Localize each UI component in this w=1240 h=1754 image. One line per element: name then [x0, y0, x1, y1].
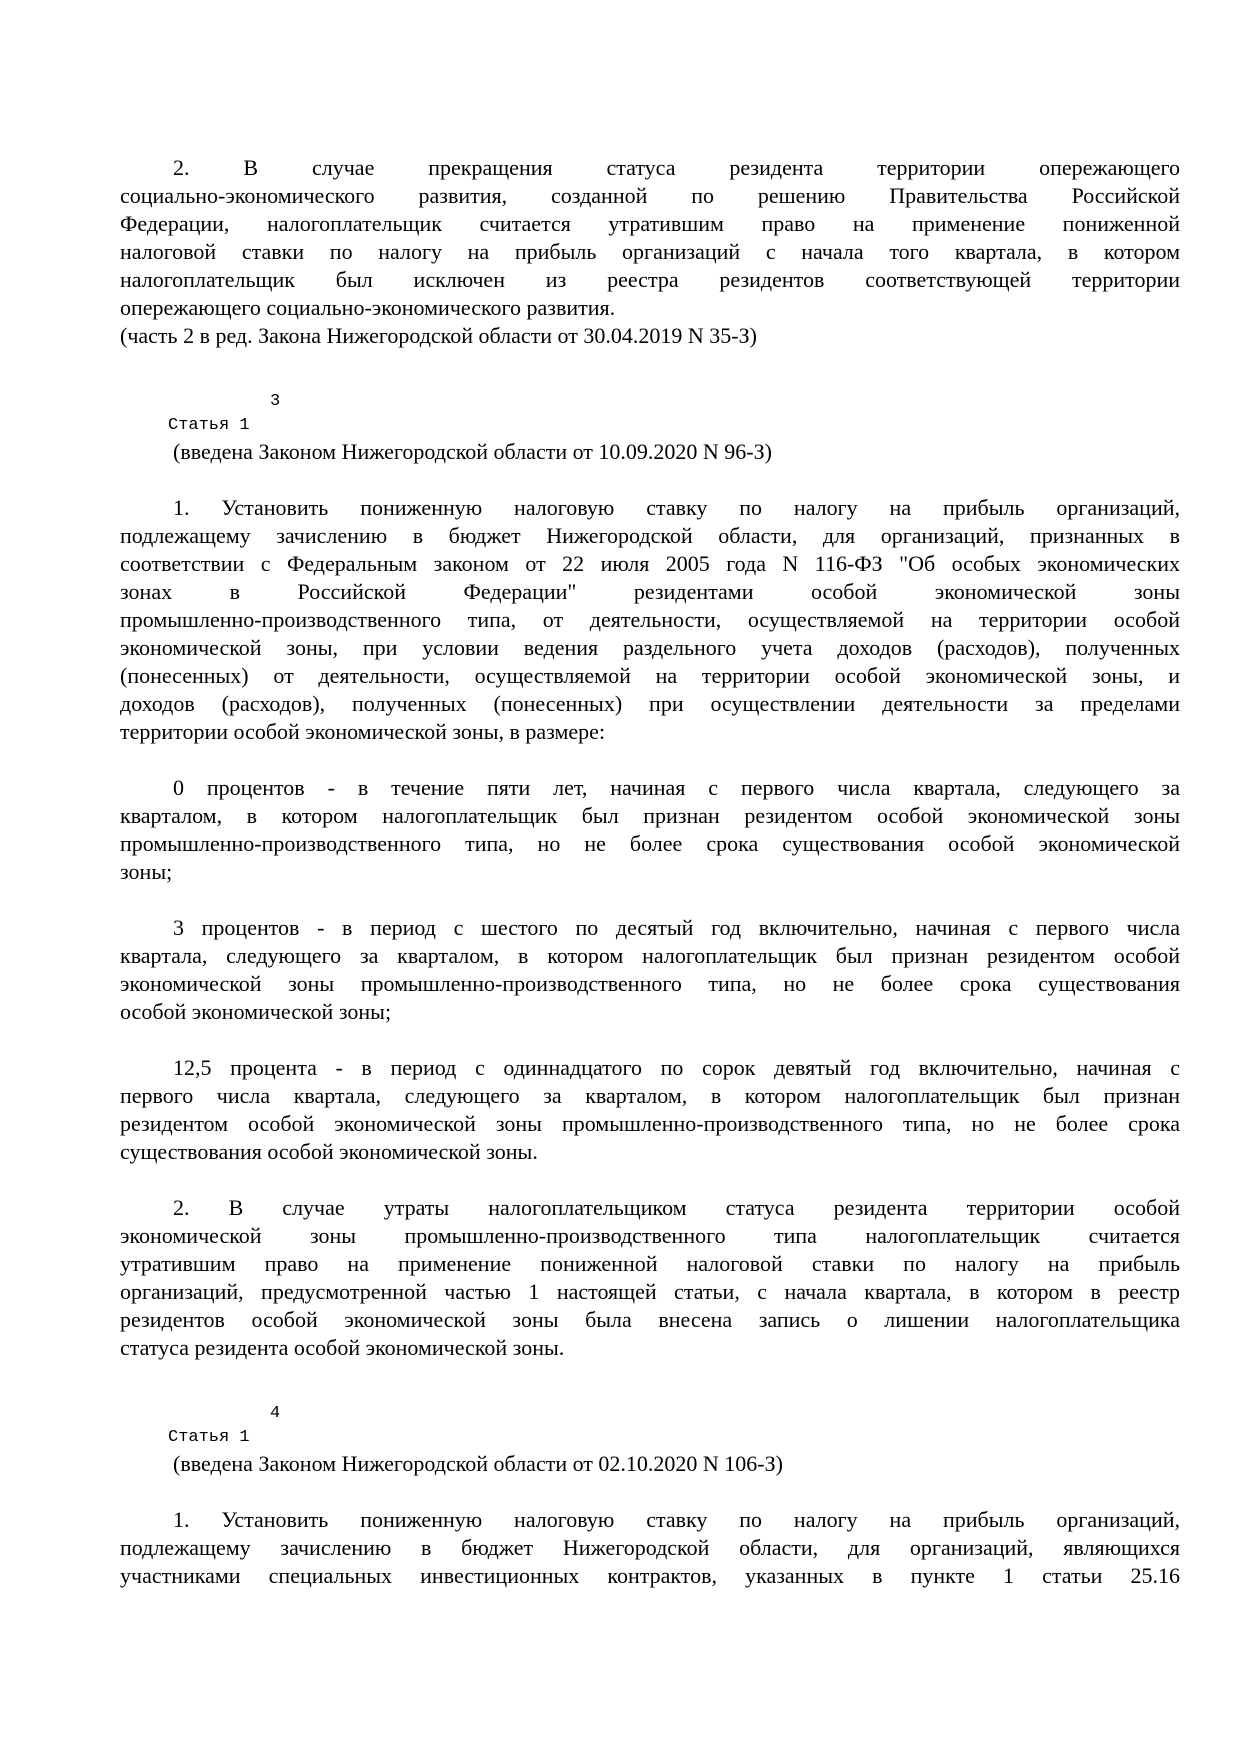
text-line: промышленно-производственного типа, но не более срока существования особой экономической [120, 831, 1180, 856]
text-line: налоговой ставки по налогу на прибыль организаций с начала того квартала, в котором [120, 239, 1180, 264]
text-line: опережающего социально-экономического развития. [120, 295, 616, 320]
article-intro-note: (введена Законом Нижегородской области от 02.10.2020 N 106-З) [173, 1451, 783, 1476]
text-line: (понесенных) от деятельности, осуществляемой на территории особой экономической зоны, и [120, 663, 1180, 688]
paragraph [120, 1194, 1180, 1362]
article-superscript: 3 [270, 392, 281, 411]
text-line: 2. В случае утраты налогоплательщиком статуса резидента территории особой [173, 1195, 1180, 1220]
text-line: подлежащему зачислению в бюджет Нижегородской области, для организаций, признанных в [120, 523, 1180, 548]
paragraph [120, 1506, 1180, 1590]
text-line: резидентов особой экономической зоны была внесена запись о лишении налогоплательщика [120, 1307, 1180, 1332]
text-line: Федерации, налогоплательщик считается утратившим право на применение пониженной [120, 211, 1180, 236]
article-heading: Статья 1 [168, 1428, 250, 1447]
text-line: существования особой экономической зоны. [120, 1139, 538, 1164]
section-gap [120, 1362, 1180, 1382]
section-gap [120, 370, 1180, 390]
text-line: 0 процентов - в течение пяти лет, начиная с первого числа квартала, следующего за [173, 775, 1180, 800]
paragraph-gap [120, 886, 1180, 914]
text-line: промышленно-производственного типа, от деятельности, осуществляемой на территории особой [120, 607, 1180, 632]
text-line: резидентом особой экономической зоны промышленно-производственного типа, но не более срока [120, 1111, 1180, 1136]
section-gap [120, 1382, 1180, 1402]
text-line: кварталом, в котором налогоплательщик был признан резидентом особой экономической зоны [120, 803, 1180, 828]
paragraph [120, 1054, 1180, 1166]
paragraph-gap [120, 1166, 1180, 1194]
text-line: организаций, предусмотренной частью 1 настоящей статьи, с начала квартала, в котором в реестр [120, 1279, 1180, 1304]
text-line: соответствии с Федеральным законом от 22 июля 2005 года N 116-ФЗ "Об особых экономических [120, 551, 1180, 576]
text-line: 1. Установить пониженную налоговую ставку по налогу на прибыль организаций, [173, 495, 1180, 520]
paragraph-gap [120, 466, 1180, 494]
document-page [120, 154, 1180, 1590]
text-line: экономической зоны промышленно-производственного типа налогоплательщик считается [120, 1223, 1180, 1248]
text-line: зоны; [120, 859, 173, 884]
section-gap [120, 350, 1180, 370]
article-intro-note: (введена Законом Нижегородской области от 10.09.2020 N 96-З) [173, 439, 772, 464]
text-line: особой экономической зоны; [120, 999, 392, 1024]
text-line: участниками специальных инвестиционных контрактов, указанных в пункте 1 статьи 25.16 [120, 1563, 1180, 1588]
text-line: 3 процентов - в период с шестого по десятый год включительно, начиная с первого числа [173, 915, 1180, 940]
article-superscript: 4 [270, 1404, 281, 1423]
text-line: социально-экономического развития, созданной по решению Правительства Российской [120, 183, 1180, 208]
text-line: первого числа квартала, следующего за кварталом, в котором налогоплательщик был признан [120, 1083, 1180, 1108]
amendment-note: (часть 2 в ред. Закона Нижегородской области от 30.04.2019 N 35-З) [120, 323, 757, 348]
text-line: 12,5 процента - в период с одиннадцатого по сорок девятый год включительно, начиная с [173, 1055, 1180, 1080]
paragraph-gap [120, 1026, 1180, 1054]
article-heading: Статья 1 [168, 416, 250, 435]
text-line: квартала, следующего за кварталом, в котором налогоплательщик был признан резидентом особой [120, 943, 1180, 968]
text-line: экономической зоны, при условии ведения раздельного учета доходов (расходов), полученных [120, 635, 1180, 660]
text-line: доходов (расходов), полученных (понесенных) при осуществлении деятельности за пределами [120, 691, 1180, 716]
paragraph [120, 494, 1180, 746]
paragraph [120, 914, 1180, 1026]
text-line: утратившим право на применение пониженной налоговой ставки по налогу на прибыль [120, 1251, 1180, 1276]
text-line: налогоплательщик был исключен из реестра резидентов соответствующей территории [120, 267, 1180, 292]
text-line: 1. Установить пониженную налоговую ставку по налогу на прибыль организаций, [173, 1507, 1180, 1532]
paragraph [120, 154, 1180, 322]
text-line: подлежащему зачислению в бюджет Нижегородской области, для организаций, являющихся [120, 1535, 1180, 1560]
text-line: 2. В случае прекращения статуса резидента территории опережающего [173, 155, 1180, 180]
text-line: статуса резидента особой экономической зоны. [120, 1335, 565, 1360]
text-line: территории особой экономической зоны, в размере: [120, 719, 606, 744]
text-line: экономической зоны промышленно-производственного типа, но не более срока существования [120, 971, 1180, 996]
text-line: зонах в Российской Федерации" резидентами особой экономической зоны [120, 579, 1180, 604]
paragraph [120, 774, 1180, 886]
paragraph-gap [120, 746, 1180, 774]
paragraph-gap [120, 1478, 1180, 1506]
